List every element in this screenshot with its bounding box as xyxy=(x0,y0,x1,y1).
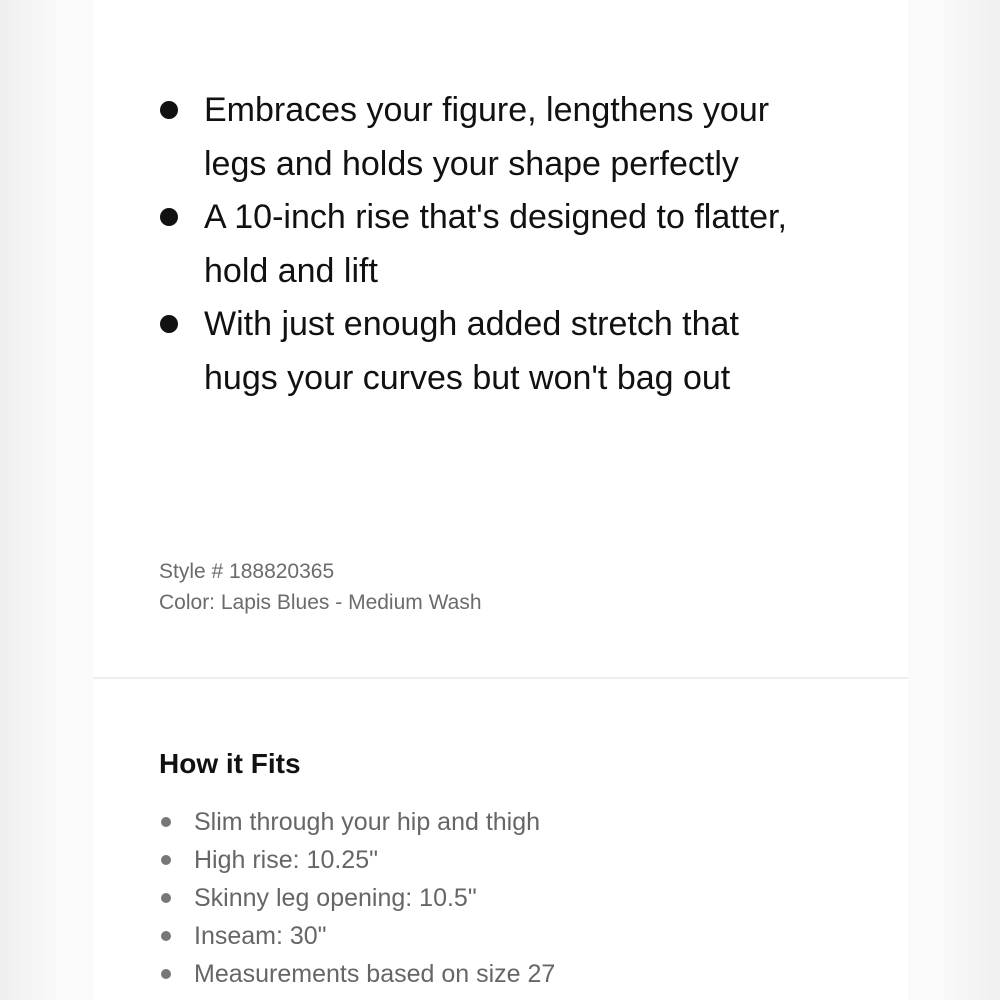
product-details-card xyxy=(93,0,908,1000)
bullet-icon xyxy=(161,969,171,979)
fit-item xyxy=(93,803,908,841)
bullet-icon xyxy=(161,931,171,941)
fit-item xyxy=(93,917,908,955)
fit-text: High rise: 10.25" xyxy=(194,846,378,874)
fit-text: Skinny leg opening: 10.5" xyxy=(194,884,477,912)
feature-list xyxy=(93,84,908,405)
feature-text: Embraces your figure, lengthens your legs and holds your shape perfectly xyxy=(204,91,770,183)
fit-item xyxy=(93,841,908,879)
product-meta xyxy=(159,556,482,618)
feature-item xyxy=(93,298,908,405)
fit-text: Inseam: 30" xyxy=(194,922,327,950)
fit-text: Slim through your hip and thigh xyxy=(194,808,541,836)
fit-item xyxy=(93,955,908,993)
bullet-icon xyxy=(160,101,178,119)
feature-text: With just enough added stretch that hugs your curves but won't bag out xyxy=(204,305,739,397)
bullet-icon xyxy=(161,893,171,903)
bullet-icon xyxy=(161,855,171,865)
bullet-icon xyxy=(160,208,178,226)
how-it-fits-title: How it Fits xyxy=(159,748,301,779)
feature-text: A 10-inch rise that's designed to flatter, hold and lift xyxy=(204,198,787,290)
bullet-icon xyxy=(161,817,171,827)
fit-text: Measurements based on size 27 xyxy=(194,960,556,988)
fit-item xyxy=(93,879,908,917)
style-number: Style # 188820365 xyxy=(159,560,335,583)
bullet-icon xyxy=(160,315,178,333)
feature-item xyxy=(93,191,908,298)
fit-list xyxy=(93,803,908,993)
color-label: Color: Lapis Blues - Medium Wash xyxy=(159,591,482,614)
section-divider xyxy=(93,677,908,679)
feature-item xyxy=(93,84,908,191)
